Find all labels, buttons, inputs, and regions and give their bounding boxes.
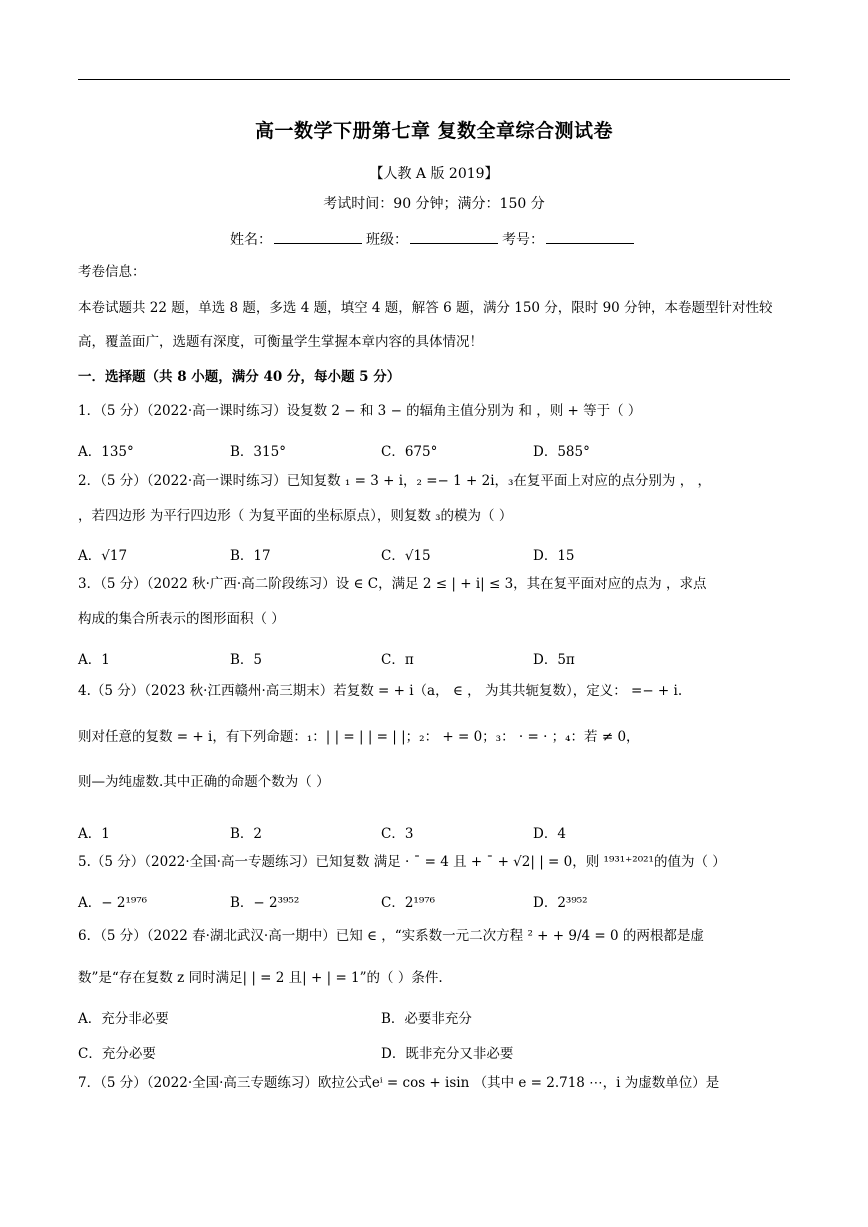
- option-c[interactable]: C．充分必要: [78, 1046, 156, 1062]
- option-d[interactable]: D．2³⁹⁵²: [533, 895, 588, 911]
- exam-time: 考试时间：90 分钟；满分：150 分: [323, 196, 545, 212]
- option-a[interactable]: A．− 2¹⁹⁷⁶: [78, 895, 148, 911]
- question-5-line-1: 5.（5 分）（2022·全国·高一专题练习）已知复数 满足 · ¯ = 4 且 + ¯ + √2| | = 0，则 ¹⁹³¹⁺²⁰²¹的值为（ ）: [78, 854, 726, 870]
- question-7-line-1: 7．（5 分）（2022·全国·高三专题练习）欧拉公式eⁱ = cos + isin （其中 e = 2.718 ⋯，i 为虚数单位）是: [78, 1075, 720, 1091]
- option-a[interactable]: A．135°: [78, 444, 134, 460]
- option-b[interactable]: B．− 2³⁹⁵²: [230, 895, 300, 911]
- option-c[interactable]: C．675°: [381, 444, 438, 460]
- page-title: 高一数学下册第七章 复数全章综合测试卷: [254, 120, 614, 142]
- option-b[interactable]: B．315°: [230, 444, 286, 460]
- option-d[interactable]: D．既非充分又非必要: [381, 1046, 514, 1062]
- option-a[interactable]: A．1: [78, 826, 110, 842]
- question-6-line-1: 6．（5 分）（2022 春·湖北武汉·高一期中）已知 ∈ ，“实系数一元二次方程 ² + + 9/4 = 0 的两根都是虚: [78, 928, 704, 944]
- question-3-line-1: 3．（5 分）（2022 秋·广西·高二阶段练习）设 ∈ C，满足 2 ≤ | + i| ≤ 3，其在复平面对应的点为 ，求点: [78, 576, 707, 592]
- option-d[interactable]: D．585°: [533, 444, 590, 460]
- question-2-line-1: 2．（5 分）（2022·高一课时练习）已知复数 ₁ = 3 + i，₂ =− 1 + 2i，₃在复平面上对应的点分别为 ， ，: [78, 473, 712, 489]
- option-d[interactable]: D．15: [533, 548, 575, 564]
- question-1-line-1: 1．（5 分）（2022·高一课时练习）设复数 2 − 和 3 − 的辐角主值分别为 和 ，则 + 等于（ ）: [78, 403, 642, 419]
- option-b[interactable]: B．17: [230, 548, 271, 564]
- option-a[interactable]: A．充分非必要: [78, 1011, 169, 1027]
- question-3-line-2: 构成的集合所表示的图形面积（ ）: [78, 611, 285, 627]
- number-label: 考号：: [502, 232, 544, 248]
- info-heading: 考卷信息：: [78, 264, 146, 280]
- option-d[interactable]: D．4: [533, 826, 566, 842]
- info-line-1: 本卷试题共 22 题，单选 8 题，多选 4 题，填空 4 题，解答 6 题，满分 150 分，限时 90 分钟，本卷题型针对性较: [78, 300, 773, 316]
- question-6-line-2: 数”是“存在复数 z 同时满足| | = 2 且| + | = 1”的（ ）条件.: [78, 970, 443, 986]
- name-label: 姓名：: [230, 232, 272, 248]
- class-blank[interactable]: [410, 229, 498, 244]
- option-c[interactable]: C．√15: [381, 548, 431, 564]
- name-blank[interactable]: [274, 229, 362, 244]
- number-blank[interactable]: [546, 229, 634, 244]
- info-line-2: 高，覆盖面广，选题有深度，可衡量学生掌握本章内容的具体情况！: [78, 334, 483, 350]
- question-2-line-2: ，若四边形 为平行四边形（ 为复平面的坐标原点），则复数 ₃的模为（ ）: [78, 508, 513, 524]
- section-heading: 一．选择题（共 8 小题，满分 40 分，每小题 5 分）: [78, 369, 401, 385]
- top-rule: [78, 79, 790, 80]
- question-4-line-3: 则—为纯虚数.其中正确的命题个数为（ ）: [78, 774, 330, 790]
- question-4-line-1: 4.（5 分）（2023 秋·江西赣州·高三期末）若复数 = + i（a， ∈ ， 为其共轭复数），定义： =− + i.: [78, 683, 683, 699]
- edition-label: 【人教 A 版 2019】: [369, 166, 499, 182]
- option-a[interactable]: A．√17: [78, 548, 128, 564]
- question-4-line-2: 则对任意的复数 = + i，有下列命题：₁：| | = | | = | |；₂： + = 0；₃： · = · ；₄：若 ≠ 0，: [78, 729, 640, 745]
- option-c[interactable]: C．3: [381, 826, 414, 842]
- class-label: 班级：: [366, 232, 408, 248]
- option-b[interactable]: B．必要非充分: [381, 1011, 472, 1027]
- option-b[interactable]: B．5: [230, 652, 263, 668]
- option-b[interactable]: B．2: [230, 826, 263, 842]
- student-info-row: [78, 229, 790, 249]
- option-d[interactable]: D．5π: [533, 652, 575, 668]
- option-a[interactable]: A．1: [78, 652, 110, 668]
- option-c[interactable]: C．π: [381, 652, 414, 668]
- option-c[interactable]: C．2¹⁹⁷⁶: [381, 895, 436, 911]
